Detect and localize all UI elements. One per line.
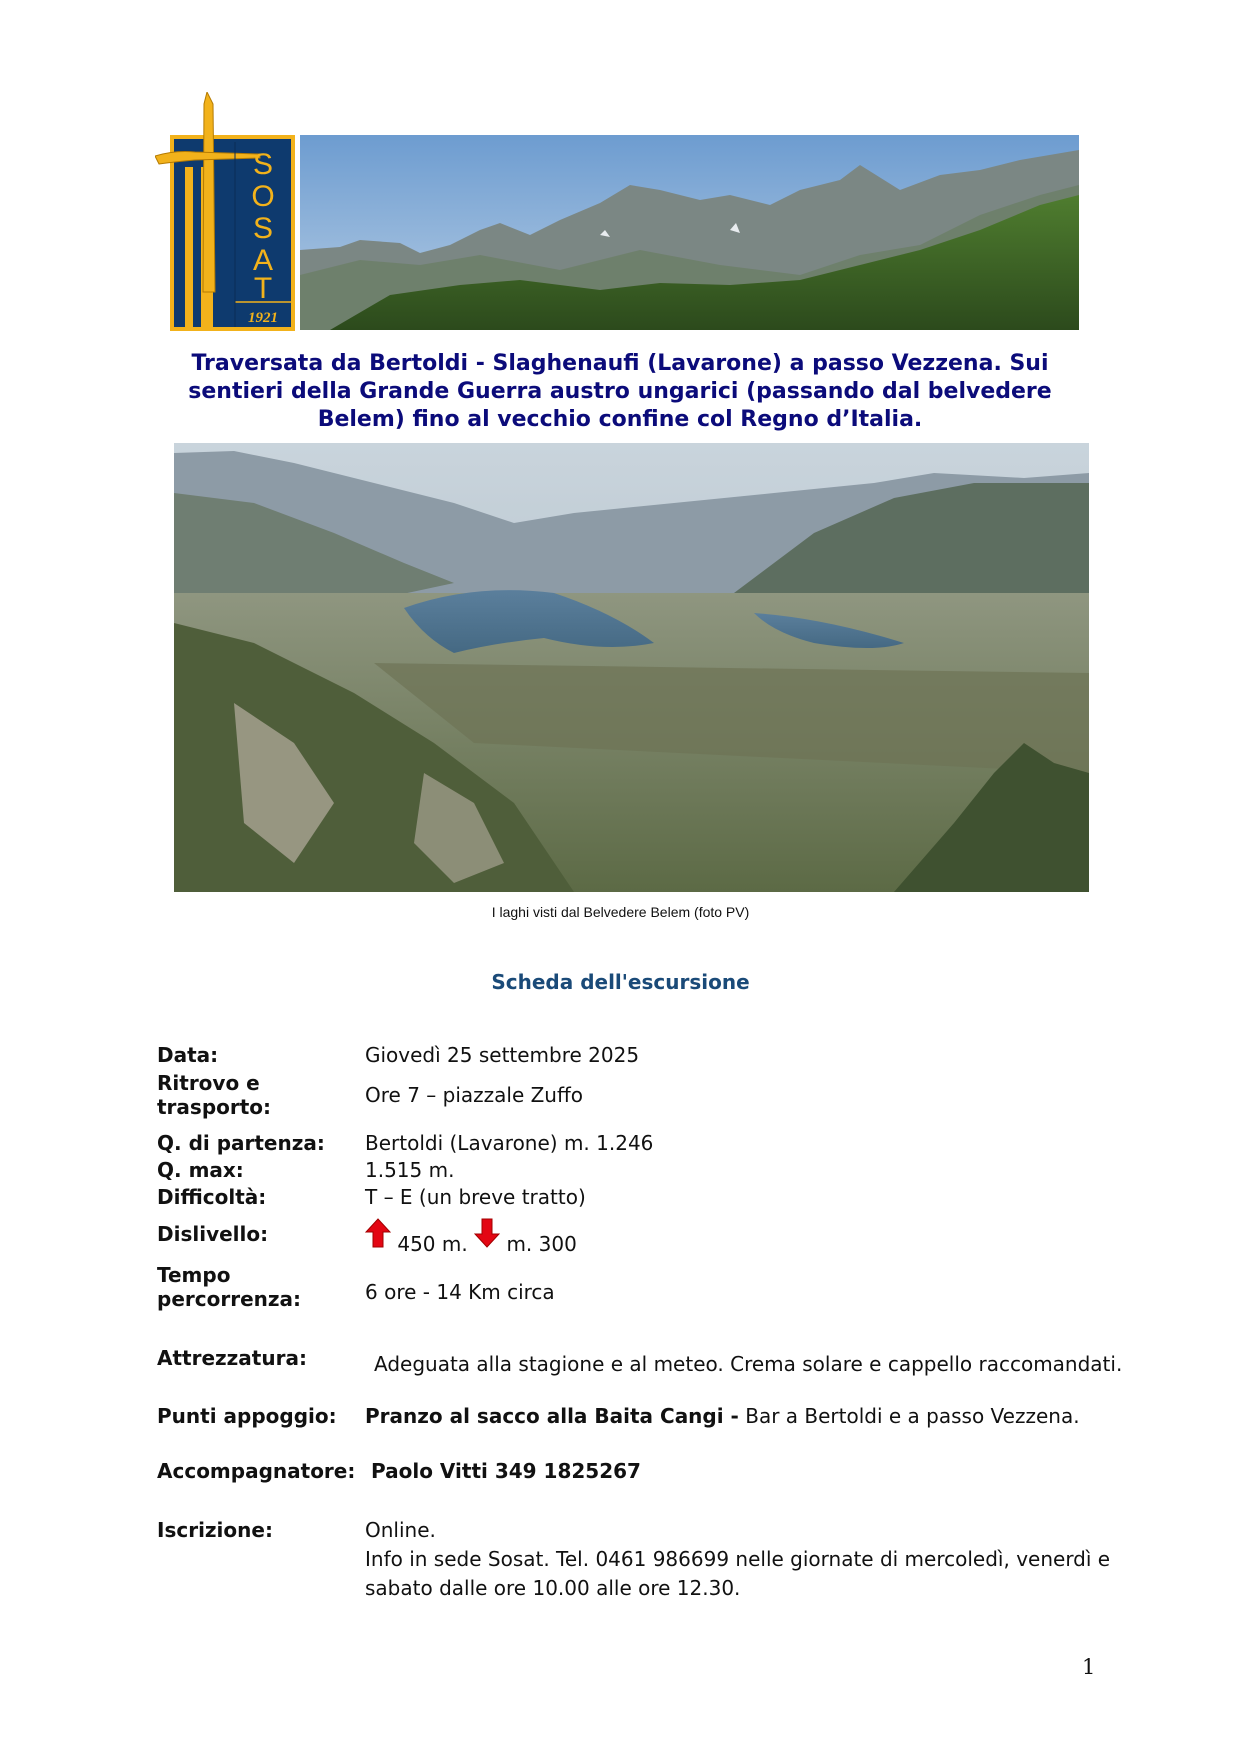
page-number: 1 [1082,1655,1096,1679]
detail-value: 1.515 m. [365,1158,455,1182]
detail-label: Q. max: [157,1158,244,1182]
lakes-valley-photo [174,443,1089,892]
excursion-title: Traversata da Bertoldi - Slaghenaufi (Lavarone) a passo Vezzena. Sui sentieri della Grande Guerra austro ungarici (passando dal belvedere Belem) fino al vecchio confine col Regno d’Italia. [188,351,1052,432]
sosat-logo [155,92,300,334]
detail-value: Bertoldi (Lavarone) m. 1.246 [365,1131,654,1155]
detail-label: Q. di partenza: [157,1131,325,1155]
detail-value: 6 ore - 14 Km circa [365,1280,555,1304]
section-heading: Scheda dell'escursione [491,970,750,994]
detail-value: Paolo Vitti 349 1825267 [371,1459,641,1483]
logo-letter-a: A [252,244,274,277]
detail-label: Difficoltà: [157,1185,267,1209]
detail-label: Tempo percorrenza: [157,1263,302,1311]
logo-letter-o: O [251,180,275,213]
detail-value [365,1218,1165,1256]
detail-value: T – E (un breve tratto) [365,1185,586,1209]
ascent-value: 450 m. [397,1232,468,1256]
detail-label: Punti appoggio: [157,1404,337,1428]
detail-value [365,1404,1165,1428]
detail-value: Giovedì 25 settembre 2025 [365,1043,640,1067]
bar-info: Bar a Bertoldi e a passo Vezzena. [738,1404,1080,1428]
iscrizione-line-3: sabato dalle ore 10.00 alle ore 12.30. [365,1576,741,1600]
detail-label: Data: [157,1043,219,1067]
logo-year: 1921 [248,310,278,326]
detail-label: Accompagnatore: [157,1459,356,1483]
arrow-down-icon [474,1218,500,1253]
sosat-logo-graphic [155,92,300,334]
logo-letter-s1: S [252,148,274,181]
logo-letter-t: T [253,272,273,305]
banner-mountain-photo [300,135,1079,330]
logo-letter-s2: S [252,212,274,245]
arrow-up-icon [365,1218,391,1253]
detail-value: Adeguata alla stagione e al meteo. Crema solare e cappello raccomandati. [374,1352,1123,1376]
iscrizione-line-1: Online. [365,1518,436,1542]
photo-caption: I laghi visti dal Belvedere Belem (foto PV) [491,904,750,920]
detail-value: Ore 7 – piazzale Zuffo [365,1083,583,1107]
detail-value [365,1516,1165,1603]
iscrizione-line-2: Info in sede Sosat. Tel. 0461 986699 nelle giornate di mercoledì, venerdì e [365,1547,1111,1571]
descent-value: m. 300 [506,1232,577,1256]
lunch-info: Pranzo al sacco alla Baita Cangi - [365,1404,739,1428]
detail-label: Attrezzatura: [157,1346,307,1370]
detail-label: Iscrizione: [157,1518,273,1542]
detail-label: Dislivello: [157,1222,269,1246]
detail-label: Ritrovo e trasporto: [157,1071,272,1119]
